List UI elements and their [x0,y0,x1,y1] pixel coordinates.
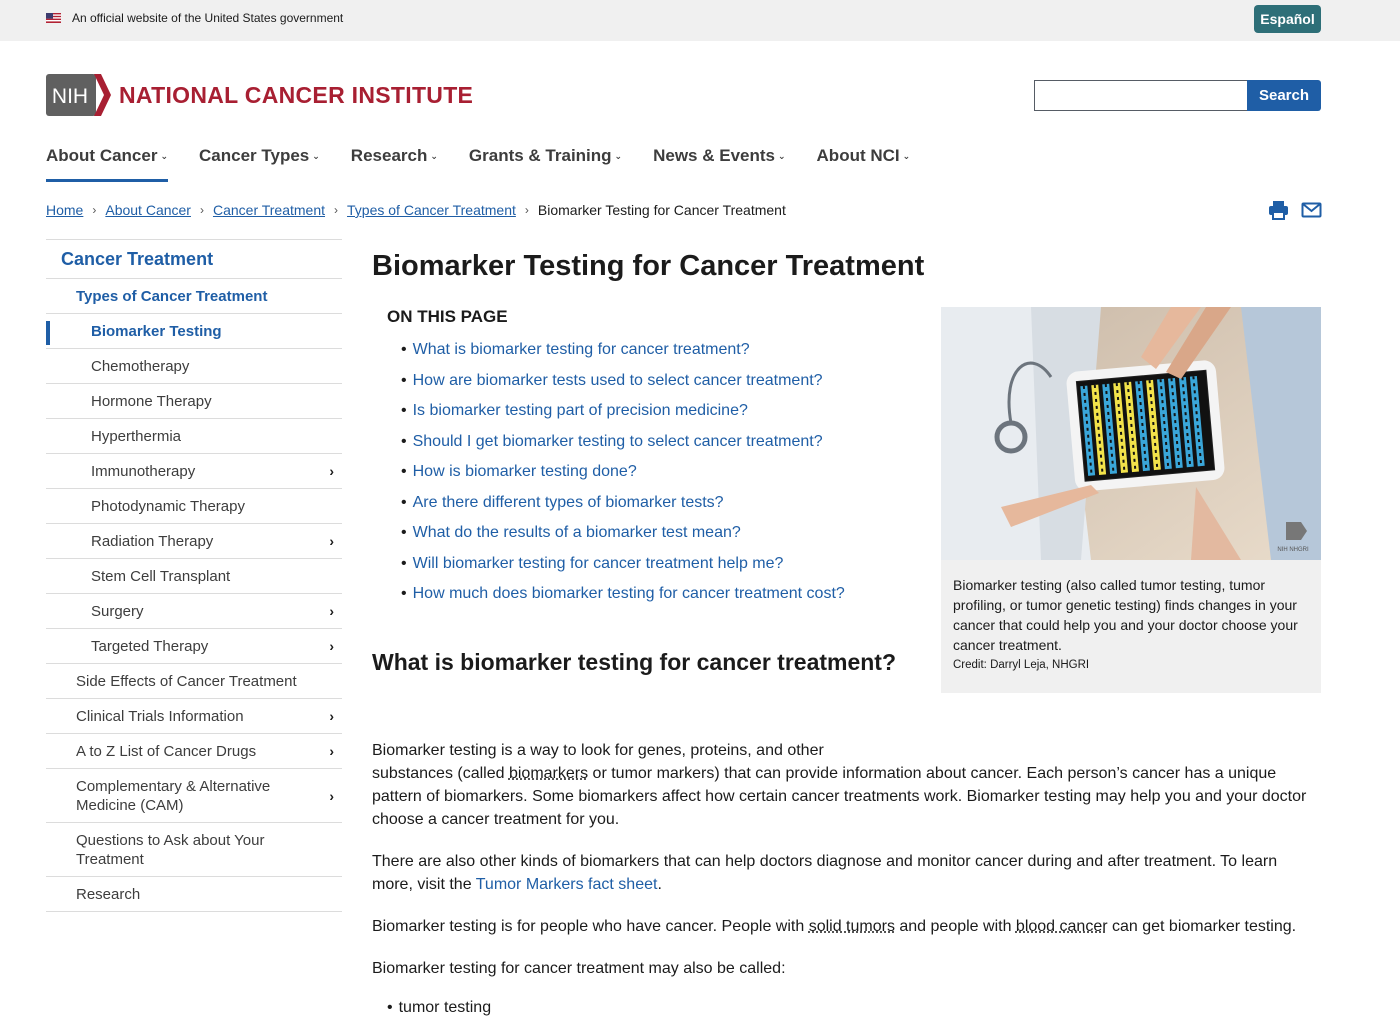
sidebar-item-surgery[interactable] [46,594,342,629]
nav-label: News & Events [653,146,775,165]
page-utilities [1268,200,1322,220]
paragraph-text: . [657,876,662,893]
sidebar-item-research[interactable] [46,877,342,912]
nav-research[interactable] [351,140,438,182]
otp-link[interactable]: • Will biomarker testing for cancer treatment help me? [401,555,845,586]
sidebar-item-chemotherapy[interactable] [46,349,342,384]
glossary-term-biomarkers[interactable]: biomarkers [508,765,589,782]
search-button[interactable]: Search [1247,80,1321,111]
paragraph-text: Biomarker testing is for people who have cancer. People with [372,918,809,935]
also-called-paragraph: Biomarker testing for cancer treatment may also be called: [372,960,786,977]
chevron-right-icon: › [199,203,204,217]
sidebar-item-label: Targeted Therapy [91,637,209,655]
chevron-down-icon: ⌄ [312,151,320,161]
sidebar-item-label: Stem Cell Transplant [91,567,231,585]
feature-figure [941,307,1321,693]
nav-about-nci[interactable] [817,140,911,182]
otp-link[interactable]: • Is biomarker testing part of precision medicine? [401,402,845,433]
paragraph-text: substances (called [372,765,509,782]
list-item: • tumor testing [387,999,491,1017]
sidebar-section-label: Types of Cancer Treatment [76,287,268,305]
sidebar-item-biomarker-testing[interactable] [46,314,342,349]
sidebar-item-side-effects[interactable] [46,664,342,699]
chevron-right-icon: › [524,203,529,217]
chevron-right-icon: › [334,203,339,217]
espanol-button[interactable]: Español [1254,5,1321,33]
us-flag-icon [46,13,61,23]
biomarker-tablet-illustration[interactable] [941,307,1321,560]
sidebar-item-cam[interactable] [46,769,342,823]
paragraph-text: can get biomarker testing. [1107,918,1297,935]
breadcrumb-types-of-treatment[interactable]: Types of Cancer Treatment [347,202,516,218]
sidebar-item-hyperthermia[interactable] [46,419,342,454]
breadcrumb-home[interactable]: Home [46,202,84,218]
glossary-term-solid-tumors[interactable]: solid tumors [808,918,895,935]
print-icon[interactable] [1268,200,1289,220]
figure-credit: Credit: Darryl Leja, NHGRI [953,659,1090,671]
paragraph-text: or tumor markers) that can provide information about cancer. Each person’s cancer has a unique pattern of biomarkers. Some biomarkers affect how certain cancer treatments work. Biomarker testing may help you and your doctor choose a cancer treatment for you. [372,765,1307,828]
nav-about-cancer[interactable] [46,140,168,182]
sidebar-item-label: Hormone Therapy [91,392,212,410]
sidebar-item-stem-cell-transplant[interactable] [46,559,342,594]
otp-link[interactable]: • Should I get biomarker testing to select cancer treatment? [401,433,845,464]
nav-grants-training[interactable] [469,140,622,182]
chevron-right-icon[interactable]: › [329,708,334,724]
otp-link[interactable]: • How are biomarker tests used to select cancer treatment? [401,372,845,403]
nav-label: Research [350,146,428,165]
section-nav [46,239,342,912]
sidebar-item-label: Chemotherapy [91,357,190,375]
otp-link[interactable]: • Are there different types of biomarker tests? [401,494,845,525]
sidebar-title[interactable] [46,240,342,279]
tumor-markers-paragraph [372,850,1322,896]
sidebar-item-label: Side Effects of Cancer Treatment [76,672,297,690]
sidebar-item-label: Clinical Trials Information [76,707,244,725]
chevron-right-icon[interactable]: › [329,743,334,759]
chevron-right-icon[interactable]: › [329,603,334,619]
sidebar-item-label: A to Z List of Cancer Drugs [76,742,257,760]
figure-watermark: NIH NHGRI [1277,547,1309,553]
nav-label: About Cancer [46,146,158,165]
who-paragraph [372,915,1322,938]
sidebar-item-photodynamic-therapy[interactable] [46,489,342,524]
email-icon[interactable] [1301,200,1322,220]
sidebar-item-immunotherapy[interactable] [46,454,342,489]
otp-link[interactable]: • How is biomarker testing done? [401,463,845,494]
chevron-down-icon: ⌄ [430,151,438,161]
nav-label: Cancer Types [199,146,310,165]
breadcrumb-current: Biomarker Testing for Cancer Treatment [537,202,786,218]
nih-logo-mark: NIH [51,85,89,108]
main-nav [46,140,941,182]
logo-text: NATIONAL CANCER INSTITUTE [119,81,474,108]
nav-cancer-types[interactable] [199,140,320,182]
gov-banner-text: An official website of the United States government [72,11,344,25]
page-title: Biomarker Testing for Cancer Treatment [372,250,925,282]
sidebar-item-a-to-z-drugs[interactable] [46,734,342,769]
chevron-right-icon: › [92,203,97,217]
chevron-right-icon[interactable]: › [329,533,334,549]
nav-label: About NCI [816,146,900,165]
figure-caption: Biomarker testing (also called tumor testing, tumor profiling, or tumor genetic testing) finds changes in your cancer that could help you and your doctor choose your cancer treatment. [953,577,1298,653]
glossary-term-blood-cancer[interactable]: blood cancer [1015,918,1108,935]
nav-news-events[interactable] [653,140,785,182]
on-this-page-heading: ON THIS PAGE [387,307,508,326]
sidebar-item-label: Biomarker Testing [91,322,222,340]
sidebar-item-label: Photodynamic Therapy [91,497,245,515]
paragraph-text: There are also other kinds of biomarkers that can help doctors diagnose and monitor cancer during and after treatment. To learn more, visit the [372,853,1278,893]
paragraph-text: Biomarker testing is a way to look for genes, proteins, and other [372,742,824,759]
on-this-page-list [401,341,845,616]
chevron-down-icon: ⌄ [902,151,911,161]
sidebar-item-radiation-therapy[interactable] [46,524,342,559]
breadcrumb-about-cancer[interactable]: About Cancer [105,202,191,218]
sidebar-title-label: Cancer Treatment [61,248,214,269]
chevron-down-icon: ⌄ [160,151,169,161]
otp-link[interactable]: • How much does biomarker testing for cancer treatment cost? [401,585,845,616]
breadcrumb [46,202,786,218]
sidebar-item-label: Complementary & Alternative Medicine (CAM) [76,777,271,814]
sidebar-item-questions[interactable] [46,823,342,877]
chevron-right-icon[interactable]: › [329,638,334,654]
intro-paragraph [372,739,1322,831]
nih-logo-icon [46,74,112,116]
sidebar-item-label: Questions to Ask about Your Treatment [76,831,265,868]
sidebar-item-targeted-therapy[interactable] [46,629,342,664]
otp-link[interactable]: • What is biomarker testing for cancer treatment? [401,341,845,372]
sidebar-item-label: Hyperthermia [91,427,182,445]
otp-link[interactable]: • What do the results of a biomarker test mean? [401,524,845,555]
sidebar-item-label: Research [76,885,141,903]
nav-label: Grants & Training [468,146,612,165]
sidebar-section[interactable] [46,279,342,314]
paragraph-text: and people with [894,918,1016,935]
sidebar-item-hormone-therapy[interactable] [46,384,342,419]
sidebar-item-label: Immunotherapy [91,462,196,480]
gov-banner [0,0,1400,41]
sidebar-item-label: Radiation Therapy [91,532,214,550]
breadcrumb-cancer-treatment[interactable]: Cancer Treatment [212,202,326,218]
section-heading: What is biomarker testing for cancer treatment? [372,649,897,675]
chevron-right-icon[interactable]: › [329,463,334,479]
chevron-down-icon: ⌄ [777,151,786,161]
sidebar-item-label: Surgery [91,602,144,620]
sidebar-item-clinical-trials[interactable] [46,699,342,734]
nci-logo[interactable] [46,74,473,116]
chevron-down-icon: ⌄ [614,151,623,161]
search-input[interactable] [1034,80,1248,111]
chevron-right-icon[interactable]: › [329,787,334,804]
tumor-markers-link[interactable]: Tumor Markers fact sheet [475,876,658,893]
